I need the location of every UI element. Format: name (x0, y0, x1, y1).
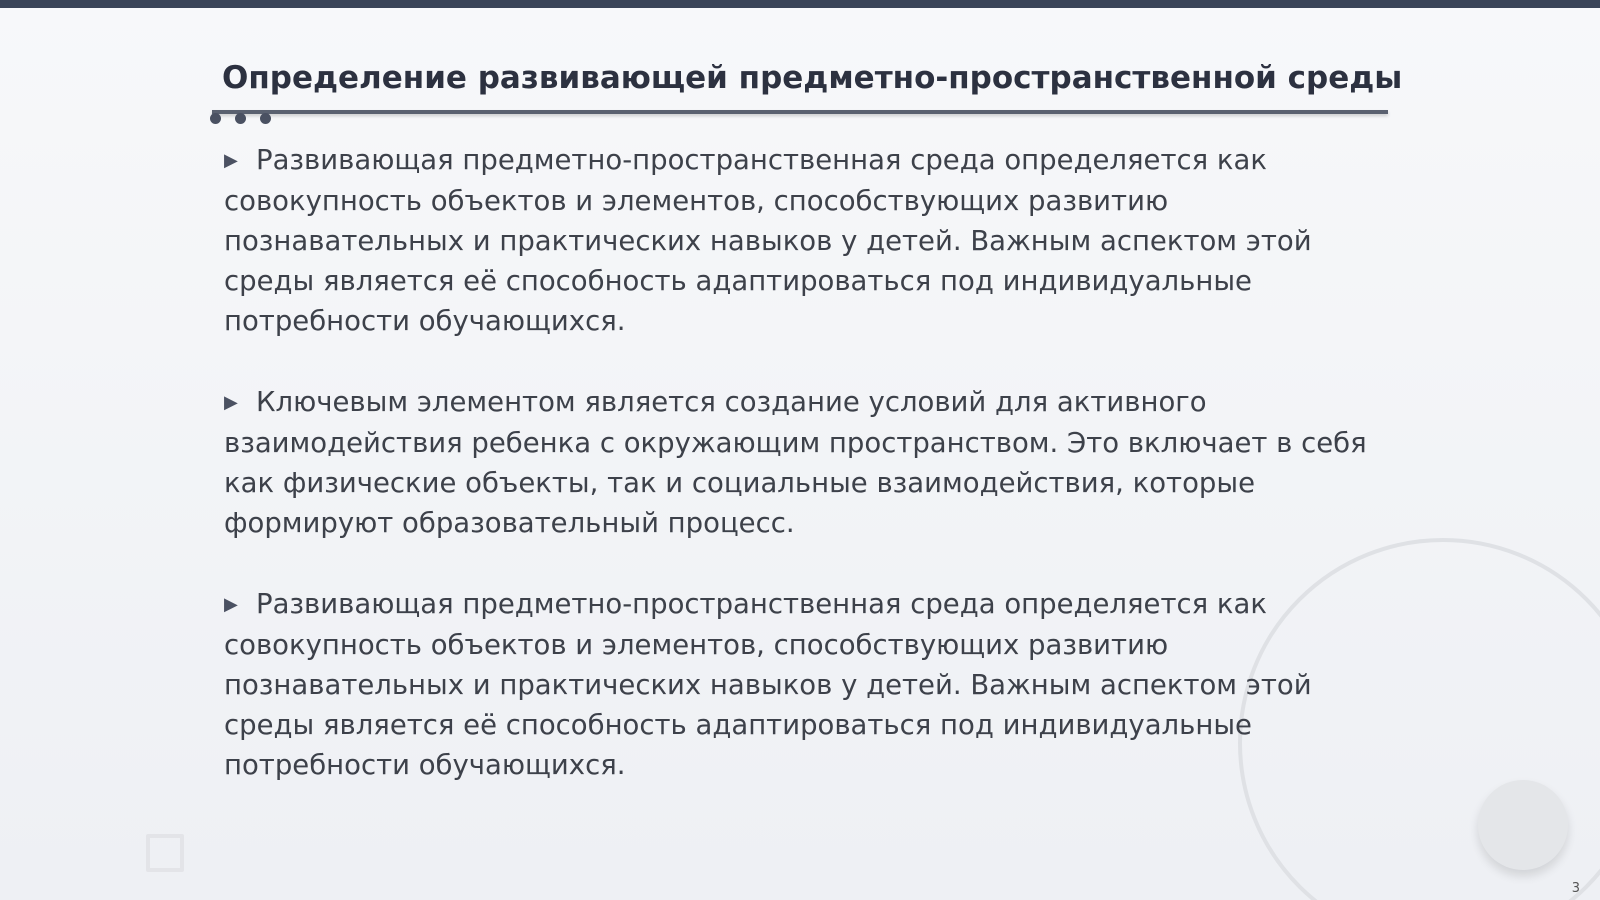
title-underline (212, 110, 1388, 114)
triangle-bullet-icon: ▶ (224, 594, 238, 615)
slide-title: Определение развивающей предметно-пространственной среды (222, 60, 1403, 96)
decor-dot-2 (235, 113, 246, 124)
decorative-square (146, 834, 184, 872)
bullet-text: Развивающая предметно-пространственная среда определяется как совокупность объектов и элементов, способствующих развитию познавательных и практических навыков у детей. Важным аспектом этой среды является её способность адаптироваться под индивидуальные потребности обучающихся. (224, 588, 1312, 781)
top-accent-bar (0, 0, 1600, 8)
bullet-item (224, 382, 1374, 543)
decorative-circle (1478, 780, 1568, 870)
triangle-bullet-icon: ▶ (224, 392, 238, 413)
bullet-text: Ключевым элементом является создание условий для активного взаимодействия ребенка с окружающим пространством. Это включает в себя как физические объекты, так и социальные взаимодействия, которые формируют образовательный процесс. (224, 386, 1367, 539)
page-number: 3 (1571, 881, 1580, 896)
decor-dot-1 (210, 113, 221, 124)
triangle-bullet-icon: ▶ (224, 150, 238, 171)
bullet-list (224, 140, 1374, 826)
bullet-text: Развивающая предметно-пространственная среда определяется как совокупность объектов и элементов, способствующих развитию познавательных и практических навыков у детей. Важным аспектом этой среды является её способность адаптироваться под индивидуальные потребности обучающихся. (224, 144, 1312, 337)
bullet-item (224, 140, 1374, 341)
bullet-item (224, 584, 1374, 785)
decor-dot-3 (260, 113, 271, 124)
